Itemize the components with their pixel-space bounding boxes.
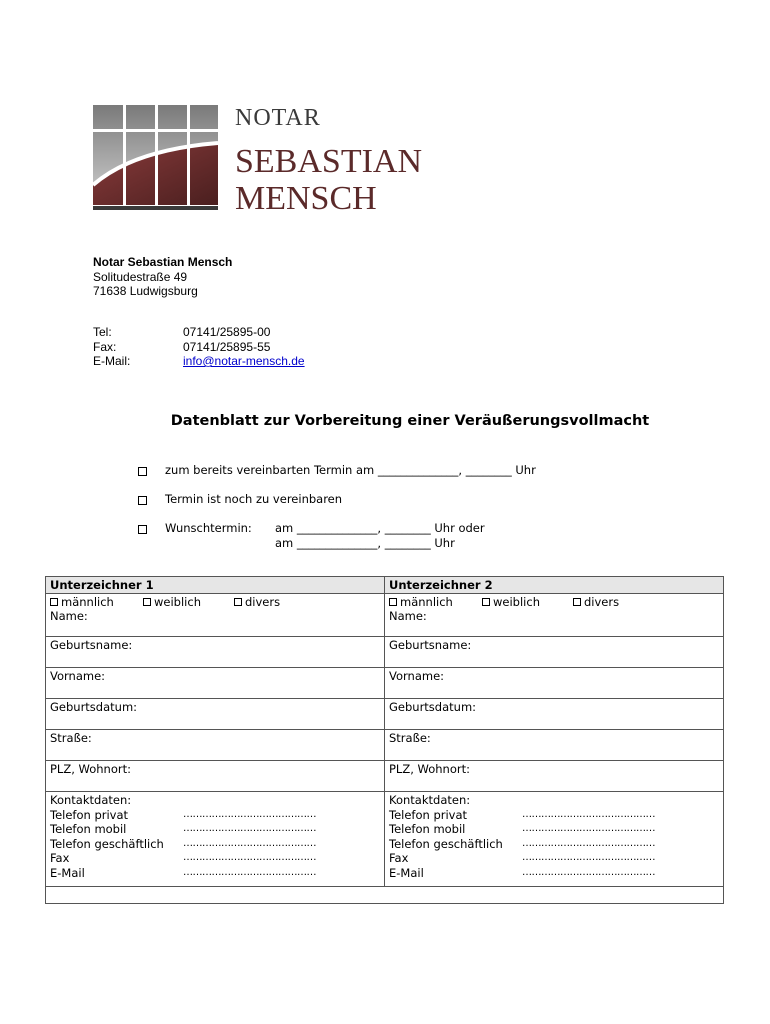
fax-value: 07141/25895-55 [183, 339, 271, 354]
signatory2-diverse-option[interactable]: divers [573, 595, 619, 609]
email-label: E-Mail: [93, 354, 131, 368]
signatory2-male-option[interactable]: männlich [389, 595, 482, 609]
signatory1-firstname-field[interactable]: Vorname: [46, 668, 385, 699]
signatory-table [45, 576, 724, 904]
signatory1-street-field[interactable]: Straße: [46, 730, 385, 761]
option-preferred-checkbox[interactable] [138, 525, 147, 534]
logo-mark-icon [93, 105, 218, 210]
signatory1-female-option[interactable]: weiblich [143, 595, 234, 609]
checkbox-icon [234, 598, 242, 606]
option-agreed-checkbox[interactable] [138, 467, 147, 476]
notary-logo [93, 105, 453, 215]
signatory2-fax[interactable]: Fax …………………………………… [389, 851, 655, 865]
signatory2-birthdate-field[interactable]: Geburtsdatum: [385, 699, 724, 730]
logo-line-notar: NOTAR [235, 105, 321, 131]
signatory2-name-field[interactable]: Name: [389, 609, 427, 623]
address-block [93, 255, 232, 299]
option-to-arrange-text: Termin ist noch zu vereinbaren [165, 492, 343, 506]
signatory2-phone-private[interactable]: Telefon privat …………………………………… [389, 807, 655, 822]
tel-label: Tel: [93, 325, 112, 339]
option-agreed-text: zum bereits vereinbarten Termin am ______________, ________ Uhr [165, 463, 536, 477]
fax-label: Fax: [93, 339, 117, 354]
option-to-arrange-checkbox[interactable] [138, 496, 147, 505]
signatory1-phone-private[interactable]: Telefon privat …………………………………… [50, 807, 316, 822]
signatory1-birthdate-field[interactable]: Geburtsdatum: [46, 699, 385, 730]
signatory1-zip-city-field[interactable]: PLZ, Wohnort: [46, 761, 385, 792]
contact-block [93, 325, 305, 369]
signatory2-contact-heading: Kontaktdaten: [389, 793, 471, 807]
signatory1-gender-name-cell [46, 594, 385, 637]
signatory1-birthname-field[interactable]: Geburtsname: [46, 637, 385, 668]
signatory1-phone-mobile[interactable]: Telefon mobil …………………………………… [50, 822, 316, 836]
address-name: Notar Sebastian Mensch [93, 255, 233, 269]
document-title: Datenblatt zur Vorbereitung einer Veräußerungsvollmacht [170, 413, 650, 429]
signatory2-phone-mobile[interactable]: Telefon mobil …………………………………… [389, 822, 655, 836]
signatory2-birthname-field[interactable]: Geburtsname: [385, 637, 724, 668]
table-footer-row [46, 887, 724, 904]
checkbox-icon [482, 598, 490, 606]
address-street: Solitudestraße 49 [93, 269, 188, 284]
checkbox-icon [573, 598, 581, 606]
logo-line-lastname: MENSCH [235, 180, 377, 217]
signatory1-fax[interactable]: Fax …………………………………… [50, 851, 316, 865]
signatory2-phone-business[interactable]: Telefon geschäftlich …………………………………… [389, 836, 655, 851]
signatory1-male-option[interactable]: männlich [50, 595, 143, 609]
email-link[interactable]: info@notar-mensch.de [183, 354, 305, 368]
signatory2-email[interactable]: E-Mail …………………………………… [389, 865, 655, 880]
checkbox-icon [389, 598, 397, 606]
signatory2-zip-city-field[interactable]: PLZ, Wohnort: [385, 761, 724, 792]
option-preferred-line1: am ______________, ________ Uhr oder [275, 521, 485, 535]
checkbox-icon [143, 598, 151, 606]
signatory2-contact-cell [385, 792, 724, 887]
signatory2-street-field[interactable]: Straße: [385, 730, 724, 761]
option-preferred-label: Wunschtermin: [165, 521, 252, 535]
signatory2-header: Unterzeichner 2 [385, 577, 724, 594]
option-preferred-line2: am ______________, ________ Uhr [275, 536, 455, 550]
signatory1-contact-cell [46, 792, 385, 887]
logo-line-firstname: SEBASTIAN [235, 143, 423, 180]
signatory1-contact-heading: Kontaktdaten: [50, 793, 132, 807]
signatory2-female-option[interactable]: weiblich [482, 595, 573, 609]
signatory1-diverse-option[interactable]: divers [234, 595, 280, 609]
signatory2-gender-name-cell [385, 594, 724, 637]
signatory1-name-field[interactable]: Name: [50, 609, 88, 623]
address-city: 71638 Ludwigsburg [93, 284, 198, 298]
tel-value: 07141/25895-00 [183, 325, 271, 339]
signatory1-email[interactable]: E-Mail …………………………………… [50, 865, 316, 880]
checkbox-icon [50, 598, 58, 606]
signatory1-header: Unterzeichner 1 [46, 577, 385, 594]
signatory1-phone-business[interactable]: Telefon geschäftlich …………………………………… [50, 836, 316, 851]
signatory2-firstname-field[interactable]: Vorname: [385, 668, 724, 699]
